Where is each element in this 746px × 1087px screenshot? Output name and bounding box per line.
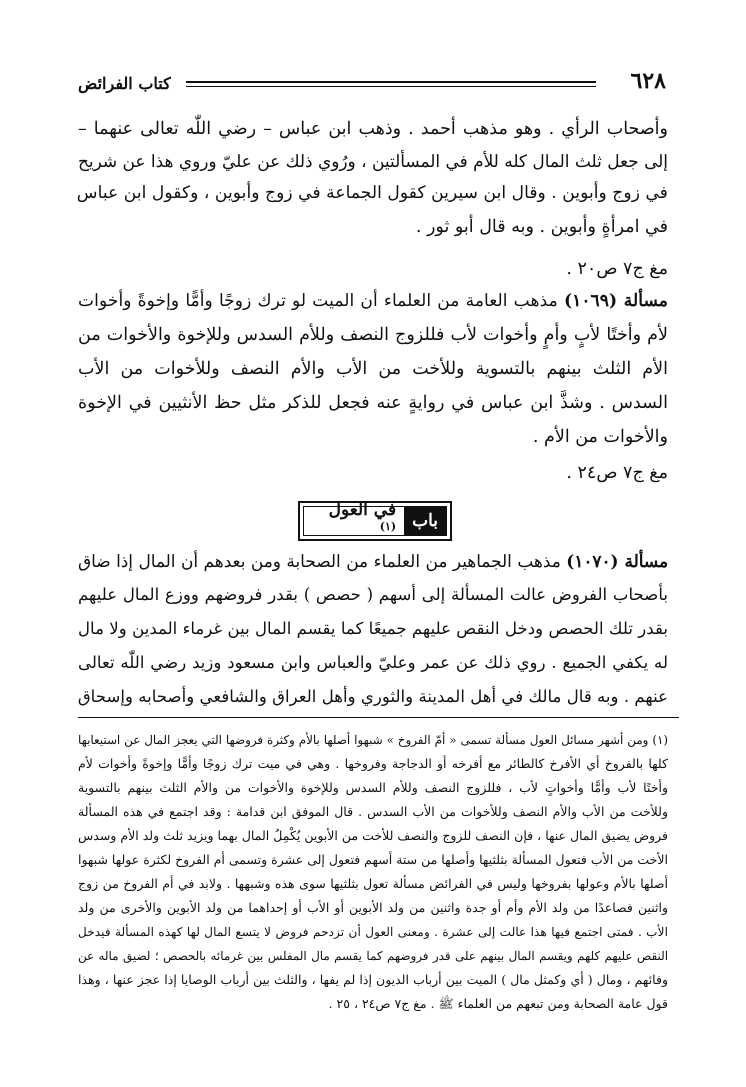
chapter-bab-label: باب — [404, 507, 446, 535]
reference-line: مغ ج٧ ص٢٠ . — [566, 259, 668, 279]
footnote-line: وأختًا لأب وأمًّا وأخواتٍ لأب ، فللزوج النصف وللأم السدس وللإخوة والأخوات من والأم الثلث بينهم بالتسوية — [78, 780, 668, 795]
page-number: ٦٢٨ — [630, 68, 666, 94]
reference-line: مغ ج٧ ص٢٤ . — [566, 463, 668, 483]
footnote-line: أصلها بالأم وعولها بفروخها وليس في الفرائض مسألة تعول بثلثيها سوى هذه وشبهها . ولابد في أم الفروخ من زوج — [78, 876, 668, 891]
page-header — [78, 66, 666, 106]
footnote-line: واثنين فصاعدًا من ولد الأم وأم أو جدة واثنين من ولد الأبوين أو الأب أو إحداهما من ولد الأبوين والأخرى من ولد — [78, 900, 668, 915]
body-line: وأصحاب الرأي . وهو مذهب أحمد . وذهب ابن عباس – رضي اللّٰه تعالى عنهما – — [78, 119, 668, 139]
book-title: كتاب الفرائض — [78, 74, 171, 93]
body-line: بقدر تلك الحصص ودخل النقص عليهم جميعًا كما يقسم المال بين غرماء المدين ولا مال — [78, 619, 668, 638]
chapter-heading — [298, 501, 452, 541]
body-line: في امرأةٍ وأبوين . وبه قال أبو ثور . — [415, 217, 668, 237]
chapter-title — [304, 500, 404, 542]
body-line: لأم وأختًا لأبٍ وأمٍ وأخوات لأب فللزوج النصف وللأم السدس وللإخوة والأخوات من — [78, 325, 668, 345]
body-line: والأخوات من الأم . — [532, 427, 668, 447]
body-line: في زوج وأبوين . وقال ابن سيرين كقول الجماعة في زوج وأبوين ، وكقول ابن عباس — [76, 183, 668, 203]
footnote-line: كلها بالفروخ أي الأفرخ كالطائر مع أفرخه أو الدجاجة وفروخها . وهي في ميت ترك زوجًا وأمًّا وإخوةً وأخوات لأم — [78, 756, 668, 771]
footnote-line: النقص عليهم كلهم ويقسم المال بينهم على قدر فروضهم كما يقسم مال المفلس بين غرمائه بالحصص ؛ لضيق ماله عن — [78, 949, 668, 963]
masala-1070-line-1 — [78, 546, 668, 576]
masala-label: مسألة (١٠٦٩) — [563, 291, 669, 311]
footnote-line: وللأخت من الأب والأم النصف وللأخوات من الأب السدس . قال الموفق ابن قدامة : وقد اجتمع في هذه المسألة — [78, 804, 668, 819]
footnote-line: وفائهم ، ومال ( أي وكمثل مال ) الميت بين أرباب الديون إذا لم يفها ، والثلث بين أرباب الوصايا إذا عجز عنها ، وهذا — [78, 972, 668, 987]
footnote-separator — [78, 717, 679, 718]
footnote-line: (١) ومن أشهر مسائل العول مسألة تسمى « أمّ الفروخ » شبهوا أصلها بالأم وكثرة فروضها التي يعجز المال عن استيعابها — [78, 733, 668, 747]
header-double-rule — [186, 81, 596, 87]
footnote-line: الأب . فمتى اجتمع فيها هذا عالت إلى عشرة . ومعنى العول أن تزدحم فروض لا يتسع المال لها كهذه المسألة فيدخل — [78, 925, 668, 939]
footnote-line: فروض يضيق المال عنها ، فإن النصف للزوج والنصف للأخت من الأبوين يُكْمِلُ المال بهما ويزيد ثلث ولد الأم وسدس — [78, 828, 668, 843]
masala-text: مذهب الجماهير من العلماء من الصحابة ومن بعدهم أن المال إذا ضاق — [78, 551, 561, 571]
masala-1069-line-1 — [78, 286, 668, 316]
masala-label: مسألة (١٠٧٠) — [566, 551, 668, 571]
footnote-line: قول عامة الصحابة ومن تبعهم من العلماء ﷺ . مغ ج٧ ص٢٤ ، ٢٥ . — [328, 996, 668, 1011]
footnote-line: الأخت من الأب فتعول المسألة بثلثيها وأصلها من ستة أسهم فتعول إلى عشرة وتسمى أم الفروخ لكثرة عولها شبهوا — [78, 852, 668, 867]
footnote-marker: (١) — [379, 520, 397, 534]
body-line: الأم الثلث بينهم بالتسوية وللأخت من الأب والأم النصف وللأخوات من الأب — [78, 359, 668, 379]
body-line: بأصحاب الفروض عالت المسألة إلى أسهم ( حصص ) بقدر فروضهم ووزع المال عليهم — [78, 585, 668, 604]
body-line: إلى جعل ثلث المال كله للأم في المسألتين ، ورُوي ذلك عن عليّ وروي هذا عن شريح — [78, 151, 668, 171]
body-line: عنهم . وبه قال مالك في أهل المدينة والثوري وأهل العراق والشافعي وأصحابه وإسحاق — [77, 687, 668, 706]
body-line: له يكفي الجميع . روي ذلك عن عمر وعليّ والعباس وابن مسعود وزيد رضي اللّٰه تعالى — [78, 653, 668, 672]
body-line: السدس . وشذَّ ابن عباس في روايةٍ عنه فجعل للذكر مثل حظ الأنثيين في الإخوة — [78, 393, 668, 413]
chapter-title-text: في العول — [328, 500, 397, 521]
masala-text: مذهب العامة من العلماء أن الميت لو ترك زوجًا وأمًّا وإخوةً وأخوات — [78, 291, 558, 311]
